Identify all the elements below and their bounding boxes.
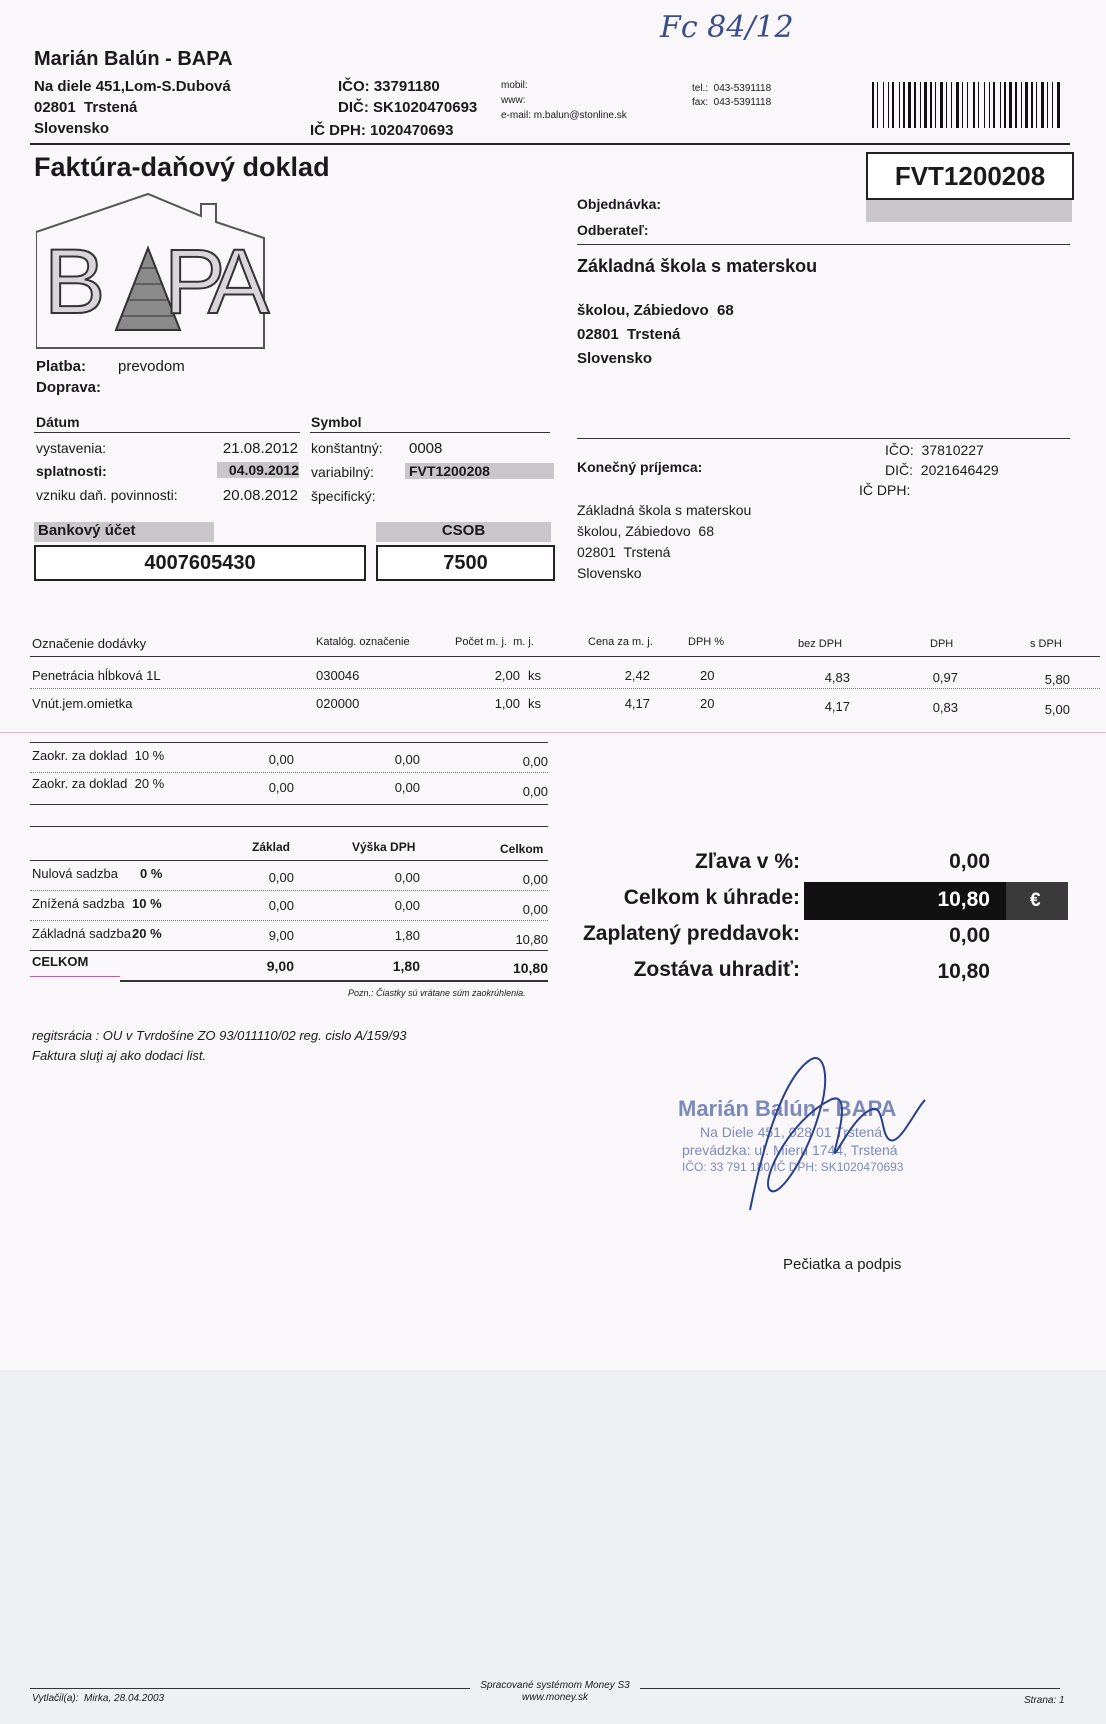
- item-total: 5,00: [1044, 702, 1070, 717]
- recipient-line2: školou, Zábiedovo 68: [577, 523, 714, 539]
- item-qty: 2,00: [494, 668, 520, 683]
- recipient-ico: IČO: 37810227: [885, 442, 984, 458]
- customer-line2: školou, Zábiedovo 68: [577, 302, 734, 319]
- document-title: Faktúra-daňový doklad: [34, 152, 330, 182]
- item-base: 4,83: [824, 670, 850, 685]
- vat-rate-label: Nulová sadzba: [32, 866, 118, 881]
- dates-header: Dátum: [36, 414, 80, 430]
- col-header-vat-pct: DPH %: [688, 636, 725, 648]
- bank-account: 4007605430: [34, 545, 366, 581]
- vat-rate: 20 %: [132, 926, 162, 941]
- handwritten-note: Fc 84/12: [660, 10, 794, 45]
- issue-date: 21.08.2012: [222, 440, 298, 457]
- vat-base: 0,00: [268, 898, 294, 913]
- rounding-label: Zaokr. za doklad 20 %: [32, 776, 165, 791]
- symbols-header: Symbol: [311, 414, 362, 430]
- customer-line1: Základná škola s materskou: [577, 256, 818, 276]
- col-header-catalog: Katalóg. označenie: [316, 636, 410, 648]
- logo-letter-b: B: [44, 231, 106, 333]
- barcode: [872, 82, 1064, 130]
- advance-label: Zaplatený preddavok:: [582, 922, 800, 945]
- item-name: Penetrácia hĺbková 1L: [32, 668, 161, 683]
- supplier-tel: tel.: 043-5391118: [692, 83, 772, 94]
- vat-total: 0,00: [522, 872, 548, 887]
- vat-total: 10,80: [515, 932, 548, 947]
- total-due-label: Celkom k úhrade:: [623, 886, 800, 909]
- var-symbol: FVT1200208: [405, 463, 554, 479]
- recipient-line4: Slovensko: [577, 565, 642, 581]
- supplier-city: 02801 Trstená: [34, 99, 138, 116]
- item-vat: 0,97: [932, 670, 958, 685]
- signature: [740, 1040, 940, 1240]
- item-price: 2,42: [624, 668, 650, 683]
- due-date-label: splatnosti:: [36, 463, 107, 479]
- supplier-dic: DIČ: SK1020470693: [338, 99, 478, 116]
- recipient-dic: DIČ: 2021646429: [885, 462, 999, 478]
- customer-line4: Slovensko: [577, 350, 653, 367]
- vat-amount: 0,00: [394, 898, 420, 913]
- bapa-logo: [36, 192, 270, 350]
- col-header-price: Cena za m. j.: [588, 636, 653, 648]
- item-catalog: 030046: [316, 668, 360, 683]
- recipient-line1: Základná škola s materskou: [577, 502, 752, 518]
- item-catalog: 020000: [316, 696, 360, 711]
- vat-header-total: Celkom: [500, 842, 544, 856]
- vat-total-vat: 1,80: [392, 958, 420, 974]
- item-name: Vnút.jem.omietka: [32, 696, 133, 711]
- bank-account-label: Bankový účet: [34, 522, 214, 542]
- bank-name-label: CSOB: [376, 522, 551, 542]
- item-vat-pct: 20: [700, 668, 715, 683]
- tax-date-label: vzniku daň. povinnosti:: [36, 487, 178, 503]
- supplier-email: e-mail: m.balun@stonline.sk: [501, 110, 627, 121]
- logo-letter-a: A: [208, 231, 270, 333]
- discount-value: 0,00: [949, 850, 990, 873]
- col-header-base: bez DPH: [798, 638, 843, 650]
- var-symbol-label: variabilný:: [311, 464, 375, 480]
- supplier-name: Marián Balún - BAPA: [34, 48, 233, 70]
- stamp-line2: prevádzka: ul. Mieru 1744, Trstená: [682, 1142, 898, 1158]
- item-total: 5,80: [1044, 672, 1070, 687]
- recipient-icdph: IČ DPH:: [859, 482, 911, 498]
- vat-header-base: Základ: [252, 840, 291, 854]
- vat-rate-label: Znížená sadzba: [32, 896, 125, 911]
- supplier-country: Slovensko: [34, 120, 110, 137]
- stamp-name: Marián Balún - BAPA: [678, 1096, 897, 1121]
- item-unit: ks: [528, 668, 541, 683]
- vat-total: 0,00: [522, 902, 548, 917]
- discount-label: Zľava v %:: [695, 850, 800, 873]
- spec-symbol-label: špecifický:: [311, 488, 376, 504]
- stamp-line1: Na Diele 451, 028 01 Trstená: [700, 1124, 883, 1140]
- item-price: 4,17: [624, 696, 650, 711]
- customer-label: Odberateľ:: [577, 222, 649, 238]
- const-symbol: 0008: [409, 440, 443, 457]
- vat-total-sum: 10,80: [512, 960, 548, 976]
- recipient-label: Konečný príjemca:: [577, 459, 703, 475]
- rounding-note: Pozn.: Čiastky sú vrátane súm zaokrúhlenia.: [348, 988, 526, 998]
- bottom-band: [0, 1370, 1106, 1724]
- vat-total-label: CELKOM: [32, 954, 89, 969]
- total-due-value: 10,80: [937, 888, 990, 911]
- issue-date-label: vystavenia:: [36, 440, 107, 456]
- col-header-qty: Počet m. j. m. j.: [455, 636, 534, 648]
- customer-line3: 02801 Trstená: [577, 326, 681, 343]
- supplier-ico: IČO: 33791180: [338, 78, 440, 95]
- vat-amount: 0,00: [394, 870, 420, 885]
- supplier-www-label: www:: [501, 95, 526, 106]
- rounding-b: 0,00: [394, 780, 420, 795]
- footer-software: Spracované systémom Money S3: [480, 1680, 630, 1691]
- rounding-c: 0,00: [522, 754, 548, 769]
- col-header-name: Označenie dodávky: [32, 636, 147, 651]
- vat-amount: 1,80: [394, 928, 420, 943]
- vat-rate-label: Základná sadzba: [32, 926, 132, 941]
- remaining-label: Zostáva uhradiť:: [633, 958, 800, 981]
- supplier-icdph: IČ DPH: 1020470693: [310, 122, 454, 139]
- item-qty: 1,00: [494, 696, 520, 711]
- vat-base: 0,00: [268, 870, 294, 885]
- item-unit: ks: [528, 696, 541, 711]
- seal-label: Pečiatka a podpis: [783, 1256, 902, 1273]
- vat-header-vat: Výška DPH: [352, 840, 416, 854]
- footer-printed-by: Vytlačil(a): Mirka, 28.04.2003: [32, 1693, 165, 1704]
- footer-website: www.money.sk: [522, 1692, 588, 1703]
- rounding-label: Zaokr. za doklad 10 %: [32, 748, 165, 763]
- vat-rate: 10 %: [132, 896, 162, 911]
- supplier-fax: fax: 043-5391118: [692, 97, 772, 108]
- remaining-value: 10,80: [937, 960, 990, 983]
- col-header-total: s DPH: [1030, 638, 1062, 650]
- currency-symbol: €: [1030, 890, 1041, 911]
- recipient-line3: 02801 Trstená: [577, 544, 671, 560]
- vat-base: 9,00: [268, 928, 294, 943]
- platba-label: Platba:: [36, 358, 87, 375]
- item-base: 4,17: [824, 699, 850, 714]
- supplier-mobil-label: mobil:: [501, 80, 528, 91]
- order-label: Objednávka:: [577, 196, 662, 212]
- rounding-a: 0,00: [268, 780, 294, 795]
- rounding-a: 0,00: [268, 752, 294, 767]
- stamp-line3: IČO: 33 791 180 IČ DPH: SK1020470693: [682, 1160, 904, 1174]
- rounding-b: 0,00: [394, 752, 420, 767]
- item-vat-pct: 20: [700, 696, 715, 711]
- vat-total-base: 9,00: [266, 958, 294, 974]
- const-symbol-label: konštantný:: [311, 440, 383, 456]
- doprava-label: Doprava:: [36, 379, 102, 396]
- logo-letter-p: P: [164, 231, 226, 333]
- registration-line2: Faktura sluţi aj ako dodaci list.: [32, 1048, 207, 1063]
- bank-code: 7500: [376, 545, 555, 581]
- registration-line1: regitsrácia : OU v Tvrdošíne ZO 93/011110/02 reg. cislo A/159/93: [32, 1028, 407, 1043]
- footer-page: Strana: 1: [1024, 1695, 1065, 1706]
- advance-value: 0,00: [949, 924, 990, 947]
- supplier-street: Na diele 451,Lom-S.Dubová: [34, 78, 231, 95]
- tax-date: 20.08.2012: [222, 487, 298, 504]
- vat-rate: 0 %: [140, 866, 163, 881]
- invoice-number: FVT1200208: [866, 152, 1074, 200]
- due-date: 04.09.2012: [217, 462, 299, 478]
- col-header-vat: DPH: [930, 638, 954, 650]
- rounding-c: 0,00: [522, 784, 548, 799]
- platba-value: prevodom: [118, 358, 185, 375]
- item-vat: 0,83: [932, 700, 958, 715]
